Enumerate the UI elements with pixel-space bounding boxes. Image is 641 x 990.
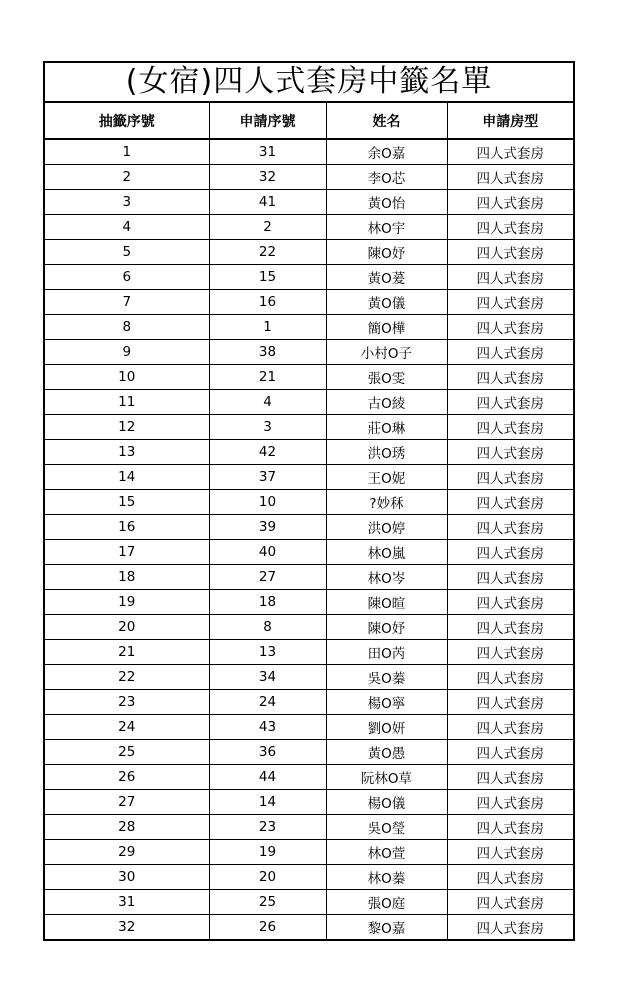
cell-draw-number: 32 [45,915,209,940]
table-row [45,440,573,465]
winner-list-sheet [43,61,575,941]
cell-application-number: 16 [209,290,326,315]
cell-application-number: 32 [209,165,326,190]
cell-room-type: 四人式套房 [447,265,573,290]
table-row [45,515,573,540]
cell-room-type: 四人式套房 [447,665,573,690]
cell-draw-number: 26 [45,765,209,790]
cell-room-type: 四人式套房 [447,490,573,515]
cell-room-type: 四人式套房 [447,890,573,915]
table-row [45,190,573,215]
cell-name: 林O蓁 [326,865,447,890]
cell-name: 余O嘉 [326,139,447,165]
cell-name: 陳O妤 [326,240,447,265]
cell-name: 阮林O草 [326,765,447,790]
table-row [45,390,573,415]
table-row [45,690,573,715]
cell-room-type: 四人式套房 [447,740,573,765]
table-row [45,615,573,640]
cell-name: 洪O婷 [326,515,447,540]
cell-application-number: 40 [209,540,326,565]
cell-room-type: 四人式套房 [447,515,573,540]
cell-draw-number: 13 [45,440,209,465]
cell-name: 洪O琇 [326,440,447,465]
cell-room-type: 四人式套房 [447,615,573,640]
cell-name: ?妙秝 [326,490,447,515]
cell-application-number: 21 [209,365,326,390]
cell-draw-number: 20 [45,615,209,640]
cell-draw-number: 29 [45,840,209,865]
cell-room-type: 四人式套房 [447,365,573,390]
cell-room-type: 四人式套房 [447,790,573,815]
table-row [45,139,573,165]
header-application-number: 申請序號 [209,103,326,139]
table-row [45,815,573,840]
cell-application-number: 25 [209,890,326,915]
cell-name: 吳O瑩 [326,815,447,840]
cell-room-type: 四人式套房 [447,815,573,840]
cell-draw-number: 14 [45,465,209,490]
table-row [45,265,573,290]
cell-draw-number: 1 [45,139,209,165]
cell-application-number: 22 [209,240,326,265]
cell-draw-number: 30 [45,865,209,890]
cell-room-type: 四人式套房 [447,315,573,340]
cell-room-type: 四人式套房 [447,640,573,665]
cell-draw-number: 10 [45,365,209,390]
cell-room-type: 四人式套房 [447,690,573,715]
cell-room-type: 四人式套房 [447,465,573,490]
cell-room-type: 四人式套房 [476,921,544,937]
cell-application-number: 3 [209,415,326,440]
cell-room-type: 四人式套房 [447,865,573,890]
cell-draw-number: 6 [45,265,209,290]
cell-draw-number: 8 [45,315,209,340]
cell-application-number: 36 [209,740,326,765]
cell-draw-number: 15 [45,490,209,515]
cell-application-number: 2 [209,215,326,240]
table-row [45,215,573,240]
cell-draw-number: 24 [45,715,209,740]
cell-room-type: 四人式套房 [447,765,573,790]
table-row [45,765,573,790]
cell-name: 王O妮 [326,465,447,490]
cell-draw-number: 7 [45,290,209,315]
cell-draw-number: 27 [45,790,209,815]
cell-room-type: 四人式套房 [447,390,573,415]
cell-room-type: 四人式套房 [447,590,573,615]
cell-application-number: 13 [209,640,326,665]
cell-application-number: 24 [209,690,326,715]
cell-name: 林O岑 [326,565,447,590]
table-row [45,640,573,665]
cell-name: 楊O儀 [326,790,447,815]
cell-application-number: 15 [209,265,326,290]
cell-application-number: 38 [209,340,326,365]
cell-name: 黃O儀 [326,290,447,315]
header-draw-number: 抽籤序號 [45,103,209,139]
table-row [45,915,573,940]
cell-application-number: 31 [209,139,326,165]
table-row [45,540,573,565]
cell-application-number: 14 [209,790,326,815]
table-row [45,465,573,490]
cell-draw-number: 18 [45,565,209,590]
cell-room-type: 四人式套房 [447,240,573,265]
cell-room-type: 四人式套房 [447,190,573,215]
header-name: 姓名 [326,103,447,139]
cell-draw-number: 22 [45,665,209,690]
table-row [45,740,573,765]
cell-draw-number: 11 [45,390,209,415]
cell-room-type: 四人式套房 [447,139,573,165]
table-row [45,790,573,815]
cell-name: 小村O子 [326,340,447,365]
table-row [45,290,573,315]
cell-name: 黃O怡 [326,190,447,215]
cell-application-number: 43 [209,715,326,740]
cell-application-number: 19 [209,840,326,865]
table-row [45,490,573,515]
table-row [45,890,573,915]
cell-room-type: 四人式套房 [447,215,573,240]
cell-draw-number: 16 [45,515,209,540]
cell-application-number: 39 [209,515,326,540]
table-row [45,315,573,340]
cell-application-number: 34 [209,665,326,690]
cell-room-type: 四人式套房 [447,440,573,465]
cell-name: 陳O暄 [326,590,447,615]
cell-name: 劉O妍 [326,715,447,740]
cell-draw-number: 2 [45,165,209,190]
cell-application-number: 8 [209,615,326,640]
table-row [45,415,573,440]
cell-application-number: 27 [209,565,326,590]
cell-application-number: 37 [209,465,326,490]
cell-draw-number: 5 [45,240,209,265]
header-row [45,103,573,139]
cell-name: 李O芯 [326,165,447,190]
cell-name: 陳O妤 [326,615,447,640]
cell-name: 林O嵐 [326,540,447,565]
cell-room-type: 四人式套房 [447,715,573,740]
table-row [45,590,573,615]
cell-draw-number: 28 [45,815,209,840]
cell-name: 張O庭 [326,890,447,915]
cell-room-type: 四人式套房 [447,165,573,190]
cell-draw-number: 3 [45,190,209,215]
cell-application-number: 41 [209,190,326,215]
table-row [45,565,573,590]
table-row [45,365,573,390]
cell-draw-number: 21 [45,640,209,665]
cell-application-number: 1 [209,315,326,340]
cell-room-type: 四人式套房 [447,290,573,315]
cell-name: 林O萱 [326,840,447,865]
cell-name: 黎O嘉 [326,915,447,940]
cell-name: 楊O寧 [326,690,447,715]
cell-application-number: 42 [209,440,326,465]
cell-draw-number: 31 [45,890,209,915]
cell-draw-number: 9 [45,340,209,365]
table-row [45,865,573,890]
cell-room-type: 四人式套房 [447,540,573,565]
cell-name: 林O宇 [326,215,447,240]
cell-name: 黃O萲 [326,265,447,290]
table-row [45,715,573,740]
cell-draw-number: 17 [45,540,209,565]
cell-application-number: 44 [209,765,326,790]
cell-draw-number: 25 [45,740,209,765]
cell-draw-number: 19 [45,590,209,615]
cell-room-type: 四人式套房 [447,415,573,440]
table-row [45,165,573,190]
table-row [45,240,573,265]
cell-application-number: 4 [209,390,326,415]
cell-name: 吳O蓁 [326,665,447,690]
cell-draw-number: 23 [45,690,209,715]
cell-name: 田O芮 [326,640,447,665]
cell-application-number: 20 [209,865,326,890]
cell-name: 莊O琳 [326,415,447,440]
cell-room-type: 四人式套房 [447,840,573,865]
cell-application-number: 10 [209,490,326,515]
header-room-type: 申請房型 [447,103,573,139]
winner-table [45,103,573,939]
cell-name: 黃O愚 [326,740,447,765]
cell-room-type: 四人式套房 [447,340,573,365]
cell-room-type: 四人式套房 [447,565,573,590]
cell-draw-number: 12 [45,415,209,440]
cell-name: 古O綾 [326,390,447,415]
cell-name: 張O雯 [326,365,447,390]
cell-application-number: 23 [209,815,326,840]
page-title: (女宿)四人式套房中籤名單 [45,63,573,103]
cell-application-number: 26 [209,915,326,940]
table-row [45,340,573,365]
cell-application-number: 18 [209,590,326,615]
cell-draw-number: 4 [45,215,209,240]
cell-name: 簡O樺 [326,315,447,340]
table-row [45,840,573,865]
table-row [45,665,573,690]
